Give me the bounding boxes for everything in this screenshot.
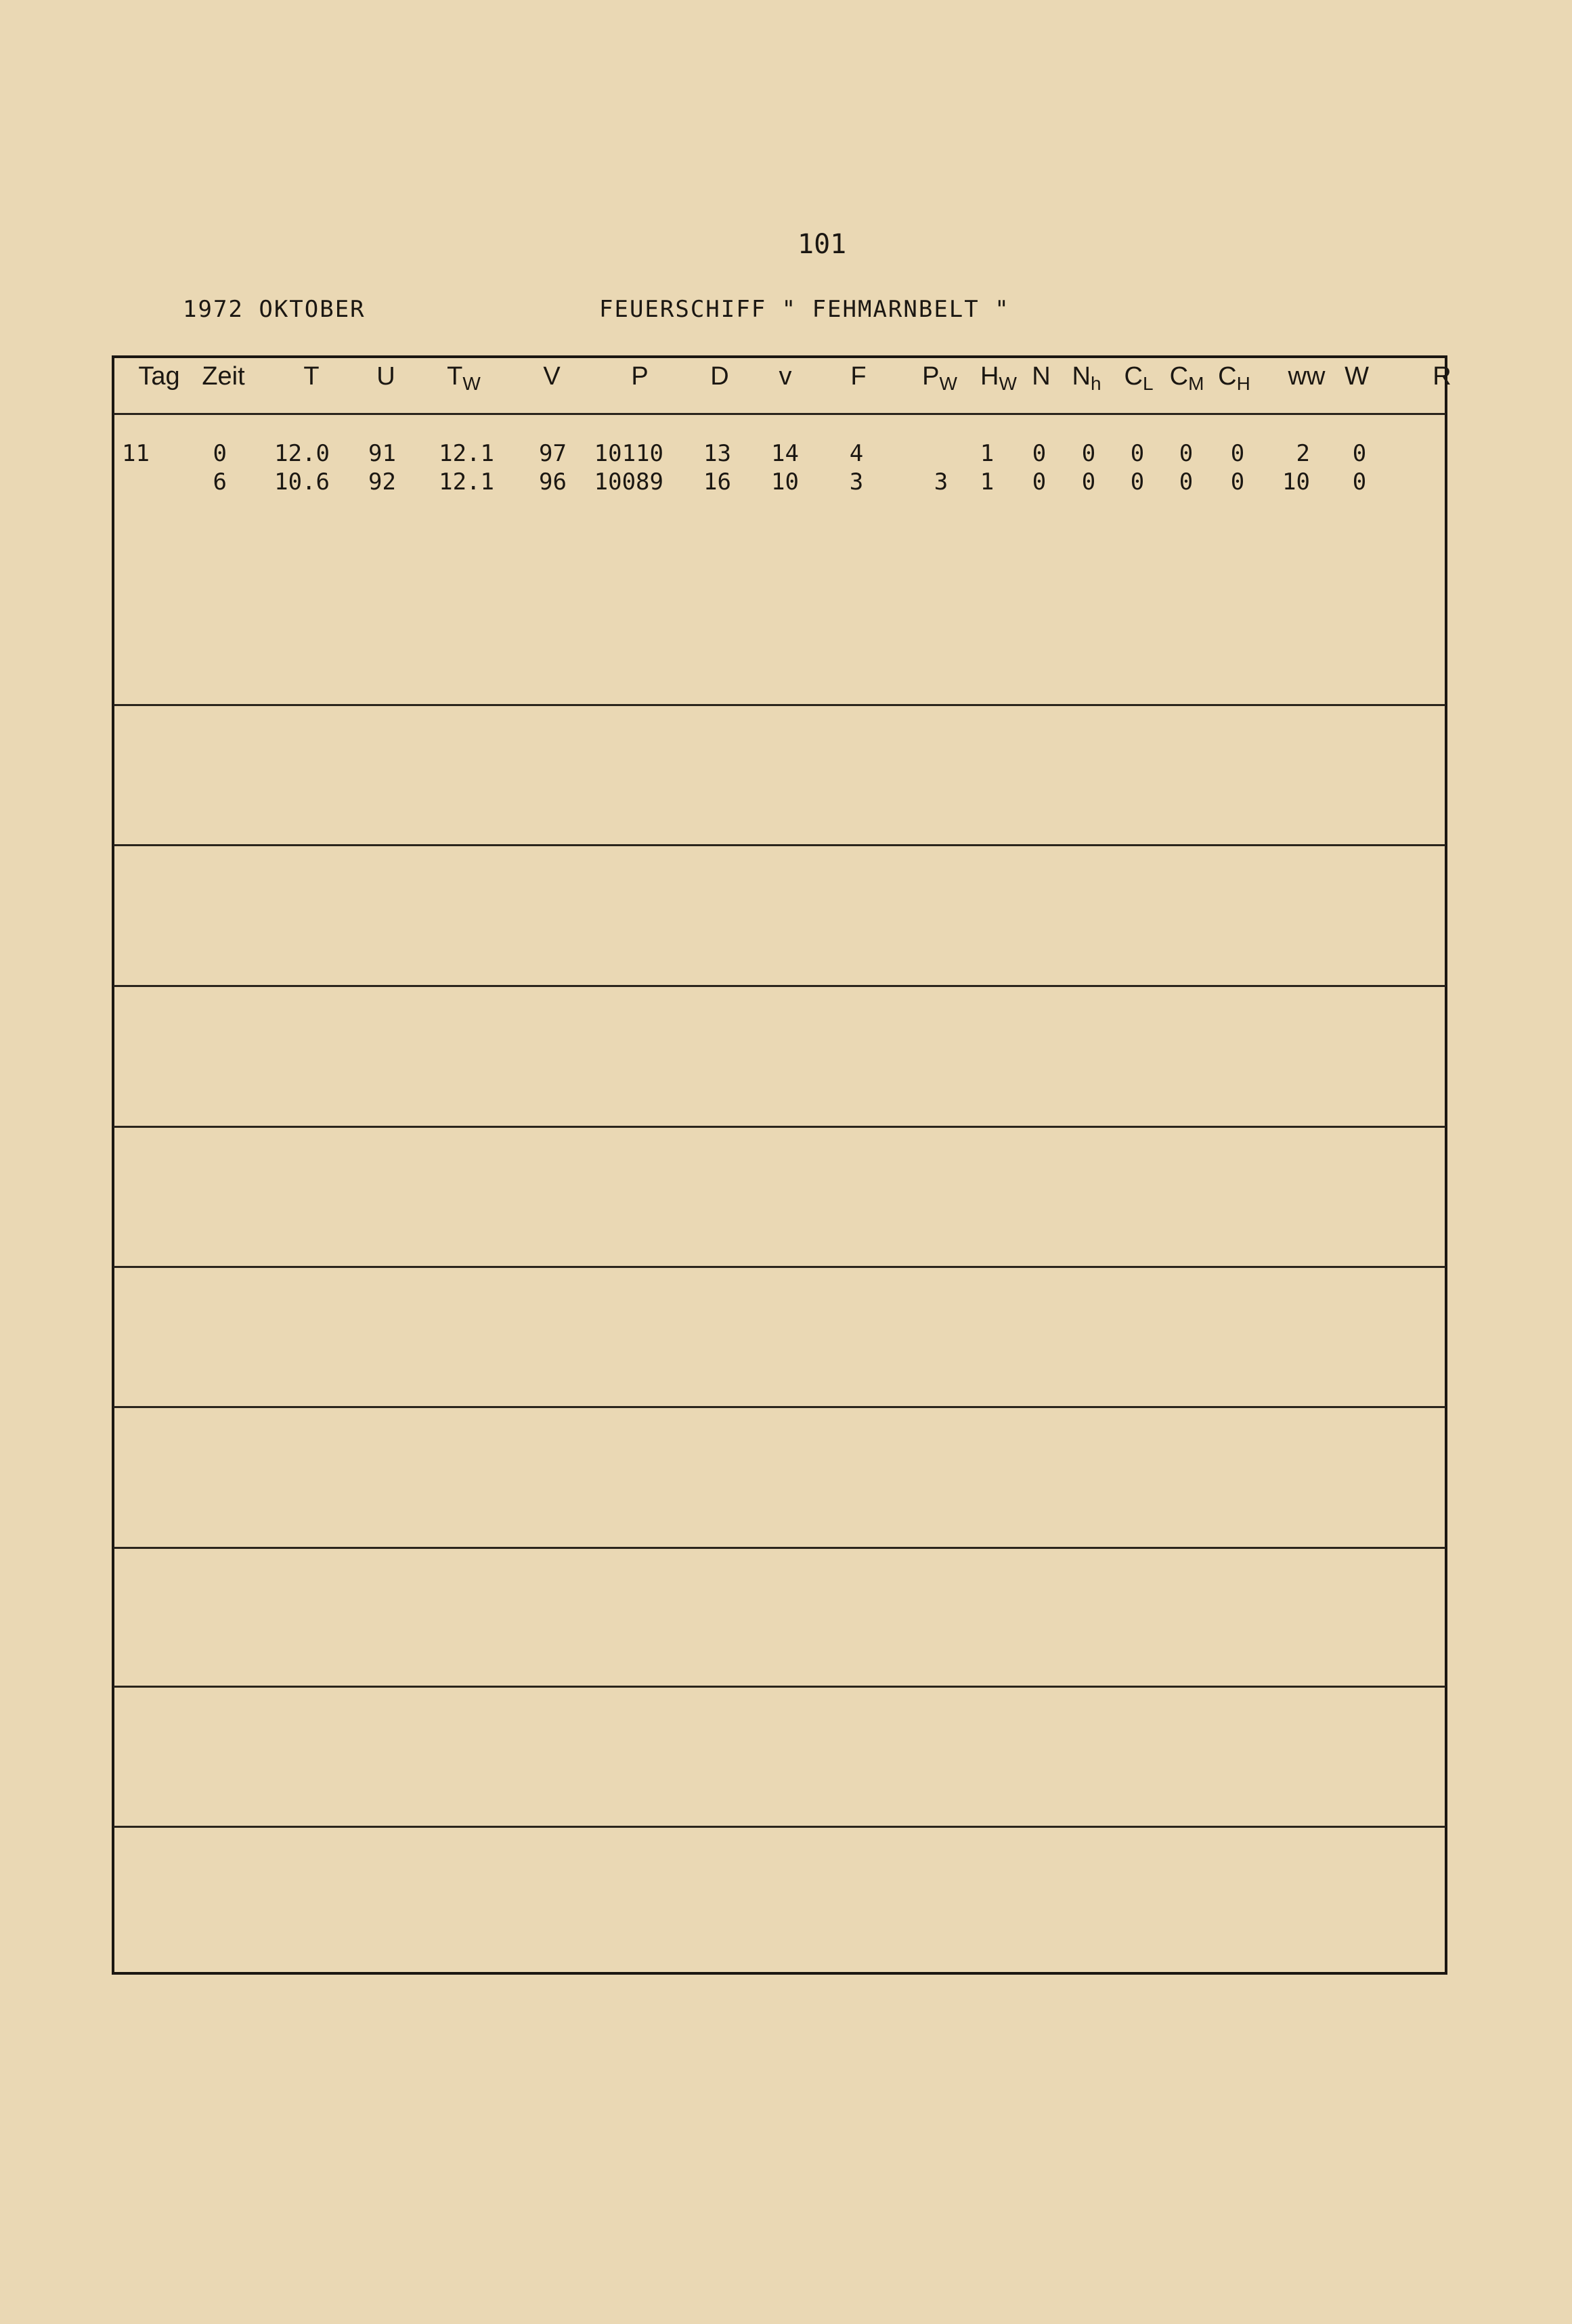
page-number: 101	[798, 229, 847, 260]
table-cell-f: 3	[849, 468, 864, 496]
column-header-label: v	[779, 362, 792, 391]
column-header-cm	[1170, 362, 1204, 395]
table-cell-tw: 12.1	[439, 440, 494, 467]
column-header-subscript: W	[999, 373, 1017, 394]
table-cell-v: 14	[771, 440, 799, 467]
column-header-label: T	[447, 362, 463, 391]
column-header-subscript: L	[1142, 373, 1154, 394]
column-header-label: P	[631, 362, 649, 391]
header-station: FEUERSCHIFF " FEHMARNBELT "	[599, 296, 1010, 323]
column-header-hw	[980, 362, 1017, 395]
column-header-f	[850, 362, 866, 391]
table-cell-zeit: 0	[213, 440, 227, 467]
table-cell-p: 10089	[594, 468, 663, 496]
column-header-label: U	[376, 362, 395, 391]
row-divider	[114, 1826, 1445, 1828]
table-cell-ch: 0	[1230, 468, 1245, 496]
column-header-label: C	[1169, 362, 1189, 391]
column-header-v	[779, 362, 792, 391]
column-header-cl	[1124, 362, 1153, 395]
column-header-label: H	[980, 362, 999, 391]
day-label: 11	[122, 440, 150, 467]
table-cell-v: 96	[539, 468, 567, 496]
column-header-zeit	[202, 362, 244, 391]
column-header-t	[303, 362, 319, 391]
table-cell-ww: 10	[1282, 468, 1310, 496]
table-cell-n: 0	[1032, 440, 1047, 467]
column-header-label: T	[303, 362, 320, 391]
row-divider	[114, 1406, 1445, 1408]
row-divider	[114, 413, 1445, 415]
column-header-v	[543, 362, 560, 391]
table-cell-ww: 2	[1296, 440, 1310, 467]
column-header-label: D	[710, 362, 729, 391]
column-header-tag	[138, 362, 179, 391]
column-header-label: N	[1032, 362, 1051, 391]
column-header-subscript: W	[462, 373, 481, 394]
row-divider	[114, 1686, 1445, 1688]
column-header-label: F	[850, 362, 867, 391]
row-divider	[114, 1126, 1445, 1128]
table-cell-p: 10110	[594, 440, 663, 467]
column-header-pw	[922, 362, 957, 395]
table-cell-nh: 0	[1081, 468, 1096, 496]
row-divider	[114, 1266, 1445, 1268]
table-cell-tw: 12.1	[439, 468, 494, 496]
column-header-label: C	[1218, 362, 1237, 391]
row-divider	[114, 1547, 1445, 1549]
column-header-ww	[1288, 362, 1326, 391]
table-cell-d: 13	[703, 440, 731, 467]
table-cell-u: 92	[368, 468, 396, 496]
column-header-n	[1032, 362, 1050, 391]
column-header-label: Tag	[138, 362, 180, 391]
table-cell-v: 97	[539, 440, 567, 467]
table-cell-d: 16	[703, 468, 731, 496]
column-header-ch	[1218, 362, 1250, 395]
table-cell-cm: 0	[1179, 440, 1194, 467]
column-header-u	[376, 362, 395, 391]
data-table-frame	[112, 355, 1447, 1975]
row-divider	[114, 844, 1445, 846]
column-header-tw	[447, 362, 481, 395]
table-cell-v: 10	[771, 468, 799, 496]
table-cell-zeit: 6	[213, 468, 227, 496]
table-cell-cm: 0	[1179, 468, 1194, 496]
column-header-w	[1345, 362, 1369, 391]
column-header-r	[1433, 362, 1451, 391]
table-cell-t: 10.6	[274, 468, 330, 496]
column-header-label: V	[543, 362, 561, 391]
column-header-subscript: H	[1236, 373, 1250, 394]
column-header-d	[710, 362, 728, 391]
header-year-month: 1972 OKTOBER	[183, 296, 366, 323]
column-header-label: ww	[1288, 362, 1326, 391]
column-header-label: R	[1433, 362, 1451, 391]
row-divider	[114, 704, 1445, 706]
column-header-label: N	[1072, 362, 1091, 391]
table-cell-t: 12.0	[274, 440, 330, 467]
table-cell-w: 0	[1352, 468, 1367, 496]
column-header-label: C	[1124, 362, 1143, 391]
table-cell-f: 4	[849, 440, 864, 467]
table-cell-w: 0	[1352, 440, 1367, 467]
column-header-subscript: W	[939, 373, 957, 394]
table-cell-hw: 1	[980, 468, 995, 496]
table-cell-nh: 0	[1081, 440, 1096, 467]
table-cell-hw: 1	[980, 440, 995, 467]
column-header-row	[0, 362, 1572, 410]
column-header-label: W	[1345, 362, 1369, 391]
table-cell-cl: 0	[1130, 440, 1145, 467]
table-cell-n: 0	[1032, 468, 1047, 496]
column-header-subscript: M	[1188, 373, 1204, 394]
table-cell-ch: 0	[1230, 440, 1245, 467]
row-divider	[114, 985, 1445, 987]
column-header-label: P	[922, 362, 940, 391]
column-header-p	[631, 362, 648, 391]
table-cell-pw: 3	[934, 468, 948, 496]
table-cell-cl: 0	[1130, 468, 1145, 496]
column-header-nh	[1072, 362, 1101, 395]
table-cell-u: 91	[368, 440, 396, 467]
column-header-label: Zeit	[202, 362, 245, 391]
column-header-subscript: h	[1090, 373, 1101, 394]
